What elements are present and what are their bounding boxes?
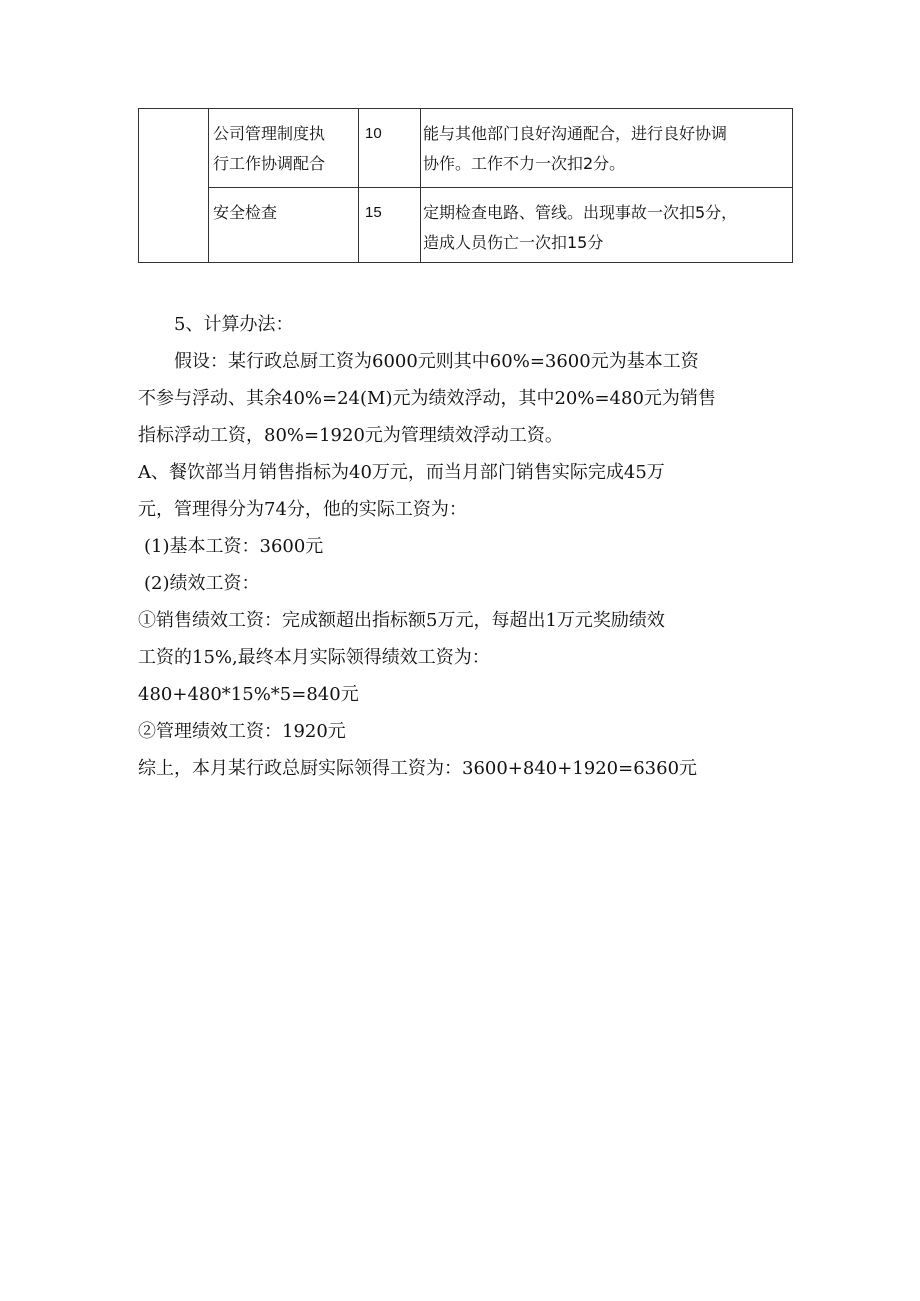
item-text-line: 行工作协调配合 — [213, 154, 326, 173]
list-item: (2)绩效工资： — [144, 573, 260, 594]
description-line: 协作。工作不力一次扣2分。 — [423, 154, 626, 173]
description-line: 造成人员伤亡一次扣15分 — [423, 233, 604, 252]
paragraph-line: ①销售绩效工资：完成额超出指标额5万元，每超出1万元奖励绩效 — [138, 610, 665, 631]
item-cell — [209, 188, 359, 263]
list-item: (1)基本工资：3600元 — [144, 536, 324, 557]
section-heading: 5、计算办法： — [174, 314, 294, 335]
table-row — [139, 109, 793, 188]
formula-line: 480+480*15%*5=840元 — [138, 684, 359, 705]
paragraph-line: 假设：某行政总厨工资为6000元则其中60%=3600元为基本工资 — [174, 351, 699, 372]
score-cell: 10 — [359, 109, 421, 188]
category-cell — [139, 109, 209, 263]
paragraph-line: 指标浮动工资，80%=1920元为管理绩效浮动工资。 — [138, 425, 563, 446]
item-text-line: 安全检查 — [213, 203, 278, 222]
description-cell — [421, 109, 793, 188]
description-line: 能与其他部门良好沟通配合，进行良好协调 — [423, 124, 728, 143]
paragraph-line: 工资的15%,最终本月实际领得绩效工资为： — [138, 647, 490, 668]
item-text-line: 公司管理制度执 — [213, 124, 326, 143]
description-cell — [421, 188, 793, 263]
paragraph-line: A、餐饮部当月销售指标为40万元，而当月部门销售实际完成45万 — [138, 462, 665, 483]
paragraph-line: 元，管理得分为74分，他的实际工资为： — [138, 499, 467, 520]
paragraph-line: 不参与浮动、其余40%=24(M)元为绩效浮动，其中20%=480元为销售 — [138, 388, 716, 409]
summary-line: 综上，本月某行政总厨实际领得工资为：3600+840+1920=6360元 — [138, 758, 698, 779]
description-line: 定期检查电路、管线。出现事故一次扣5分， — [423, 203, 738, 222]
table-row — [139, 188, 793, 263]
assessment-table — [138, 108, 793, 263]
paragraph-line: ②管理绩效工资：1920元 — [138, 721, 346, 742]
calculation-section — [138, 306, 798, 787]
score-cell: 15 — [359, 188, 421, 263]
item-cell — [209, 109, 359, 188]
